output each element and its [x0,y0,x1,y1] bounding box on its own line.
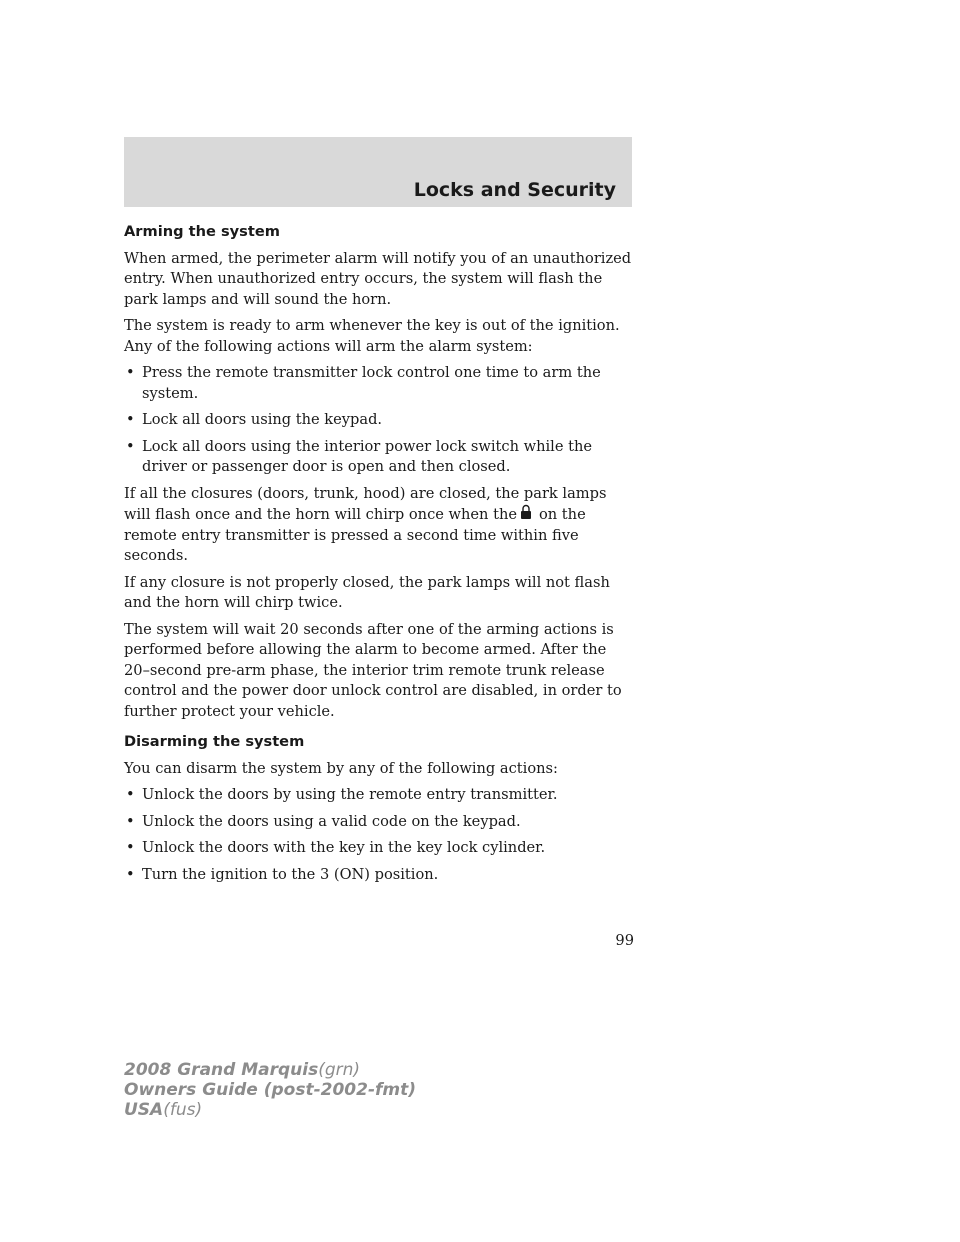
arming-wait: The system will wait 20 seconds after one of the arming actions is performed before allowing the alarm to become armed. After the 20–second pre-arm phase, the interior trim remote trunk release control and the power door unlock control are disabled, in order to further protect your vehicle. [124,620,622,720]
footer-line-2 [124,1080,416,1100]
arming-closures [124,484,634,567]
footer-guide: Owners Guide (post-2002-fmt) [124,1080,417,1100]
footer-line-1 [124,1060,416,1080]
list-item [124,437,634,478]
page-content [124,222,634,891]
list-item-text: Unlock the doors using a valid code on the keypad. [142,812,521,830]
disarming-intro: You can disarm the system by any of the following actions: [124,759,558,777]
list-item-text: Lock all doors using the interior power lock switch while the driver or passenger door is open and then closed. [142,437,593,475]
list-item [124,838,634,859]
list-item [124,812,634,833]
lock-icon [519,504,533,520]
bullet: • [126,812,135,830]
list-item [124,785,634,806]
page-number: 99 [615,932,634,949]
list-item [124,865,634,886]
list-item-text: Unlock the doors by using the remote entry transmitter. [142,786,558,803]
bullet: • [126,364,135,381]
list-item [124,363,634,404]
closures-text-after: on the remote entry transmitter is pressed a second time within five seconds. [124,506,586,564]
arming-actions-list [124,363,634,478]
bullet: • [126,437,135,455]
footer-market: USA [124,1100,164,1120]
bullet: • [126,786,135,803]
document-footer [124,1060,416,1120]
section-title: Locks and Security [413,179,616,201]
list-item-text: Lock all doors using the keypad. [142,411,383,428]
footer-line-3 [124,1100,416,1120]
heading-disarming: Disarming the system [124,733,305,750]
bullet: • [126,411,135,428]
list-item [124,410,634,431]
list-item-text: Press the remote transmitter lock control one time to arm the system. [142,364,601,402]
bullet: • [126,839,135,856]
bullet: • [126,865,135,883]
closures-text-before: If all the closures (doors, trunk, hood) are closed, the park lamps will flash once and the horn will chirp once when the [124,484,607,523]
disarming-actions-list [124,785,634,885]
list-item-text: Unlock the doors with the key in the key lock cylinder. [142,839,546,856]
footer-model-code: (grn) [318,1060,361,1080]
section-header-band [124,137,632,207]
footer-model: 2008 Grand Marquis [124,1060,319,1080]
heading-arming: Arming the system [124,223,280,240]
arming-intro: When armed, the perimeter alarm will notify you of an unauthorized entry. When unauthorized entry occurs, the system will flash the park lamps and will sound the horn. [124,249,632,308]
arming-ready: The system is ready to arm whenever the key is out of the ignition. Any of the following actions will arm the alarm system: [124,317,620,355]
arming-not-closed: If any closure is not properly closed, the park lamps will not flash and the horn will chirp twice. [124,573,610,611]
footer-market-code: (fus) [163,1100,203,1120]
list-item-text: Turn the ignition to the 3 (ON) position. [142,865,439,883]
